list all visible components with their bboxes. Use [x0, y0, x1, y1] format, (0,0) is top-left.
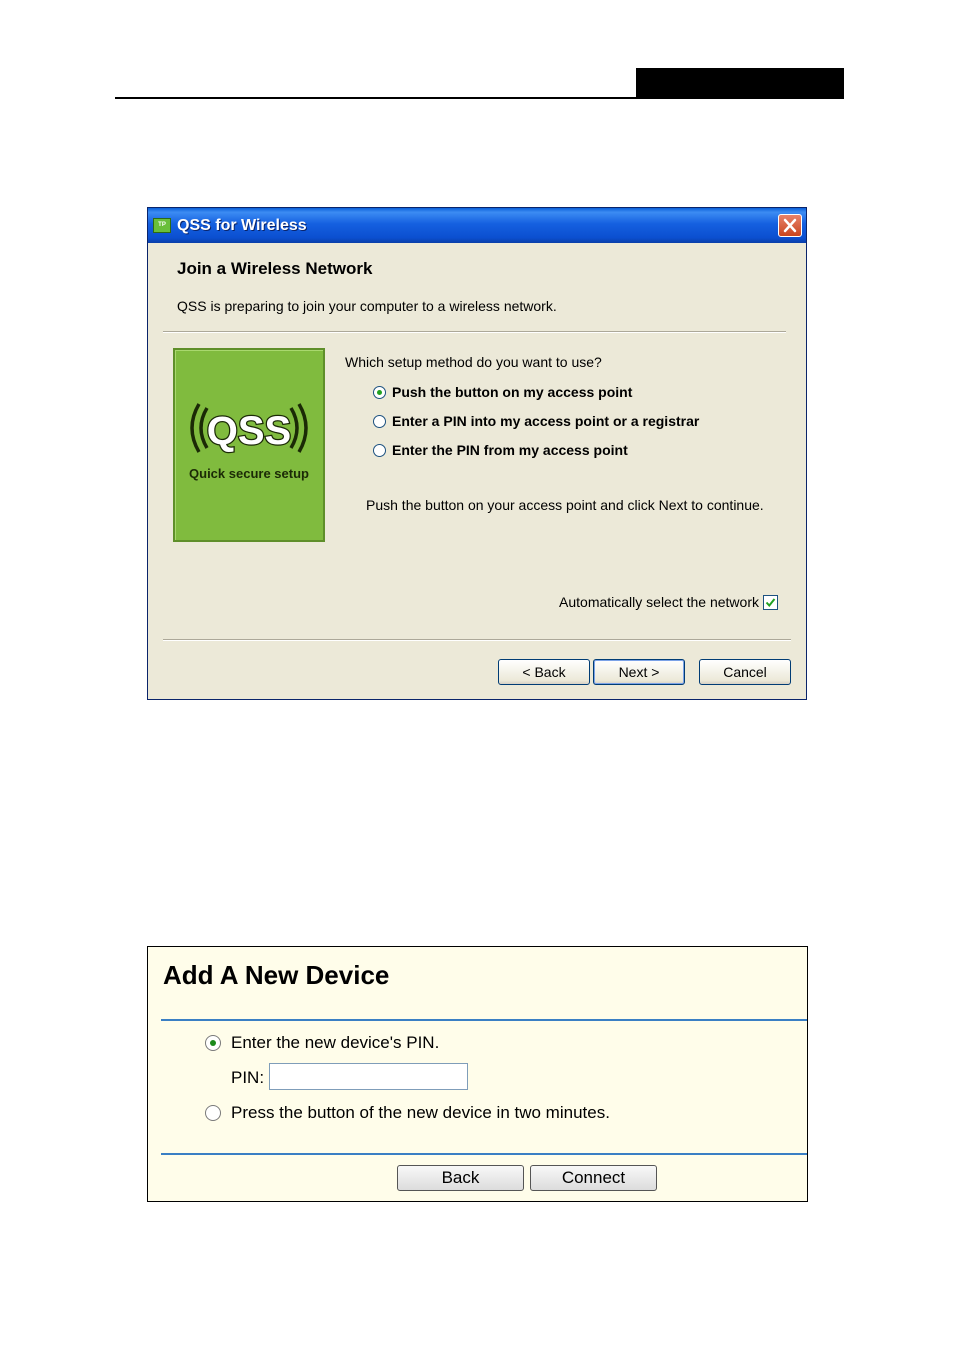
setup-question: Which setup method do you want to use? [345, 354, 602, 370]
qss-logo [173, 348, 325, 542]
option-label: Enter the PIN from my access point [392, 442, 628, 458]
wizard-subtitle: QSS is preparing to join your computer to a wireless network. [177, 298, 557, 314]
qss-tagline: Quick secure setup [189, 466, 309, 481]
instruction-text: Push the button on your access point and click Next to continue. [366, 497, 764, 513]
title-bar[interactable] [148, 208, 806, 243]
footer-divider [161, 1153, 807, 1155]
auto-select-checkbox[interactable] [763, 595, 778, 610]
back-button[interactable]: Back [397, 1165, 524, 1191]
radio-enter-device-pin[interactable] [205, 1035, 221, 1051]
panel-title: Add A New Device [163, 960, 390, 990]
qss-logo-text: QSS [206, 409, 292, 453]
radio-push-button[interactable] [373, 386, 386, 399]
option-label: Enter the new device's PIN. [231, 1033, 440, 1052]
option-enter-device-pin[interactable] [205, 1033, 439, 1053]
option-label: Push the button on my access point [392, 384, 633, 400]
next-button[interactable]: Next > [593, 659, 685, 685]
close-icon [783, 218, 797, 233]
radio-enter-pin-from-ap[interactable] [373, 444, 386, 457]
page-header-tab [636, 68, 844, 99]
wizard-title: Join a Wireless Network [177, 259, 373, 278]
option-enter-pin-from-ap[interactable] [373, 442, 628, 458]
option-press-device-button[interactable] [205, 1103, 610, 1123]
window-title: QSS for Wireless [177, 217, 307, 234]
auto-select-row[interactable] [559, 594, 778, 610]
back-button[interactable]: < Back [498, 659, 590, 685]
title-divider [161, 1019, 807, 1021]
qss-window [147, 207, 807, 700]
footer-separator [163, 639, 791, 641]
option-label: Press the button of the new device in two minutes. [231, 1103, 610, 1122]
cancel-button[interactable]: Cancel [699, 659, 791, 685]
add-device-panel [147, 946, 808, 1202]
radio-enter-pin-into-ap[interactable] [373, 415, 386, 428]
option-enter-pin-into-ap[interactable] [373, 413, 699, 429]
qss-wave-icon [185, 398, 313, 458]
option-label: Enter a PIN into my access point or a registrar [392, 413, 700, 429]
close-button[interactable] [778, 214, 802, 237]
header-separator [163, 331, 786, 333]
auto-select-label: Automatically select the network [559, 594, 759, 610]
connect-button[interactable]: Connect [530, 1165, 657, 1191]
pin-label: PIN: [231, 1068, 265, 1087]
checkmark-icon [765, 597, 776, 608]
pin-input[interactable] [269, 1063, 468, 1090]
radio-press-device-button[interactable] [205, 1105, 221, 1121]
option-push-button[interactable] [373, 384, 632, 400]
app-icon: TP [153, 218, 171, 233]
window-body [148, 243, 806, 699]
